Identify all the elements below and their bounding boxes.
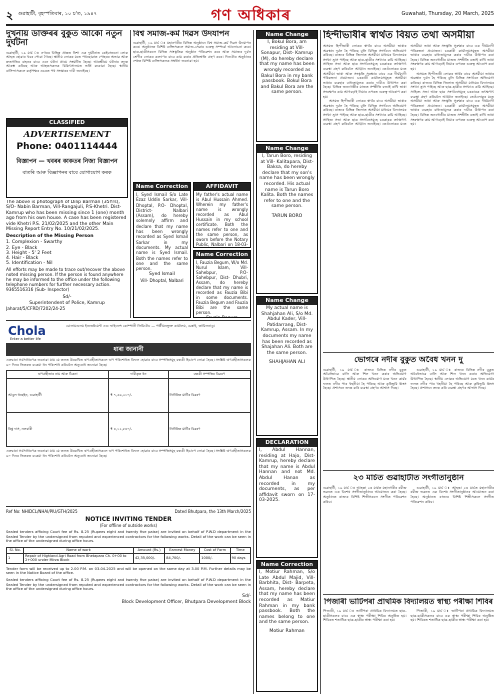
missing-desc-2: 2. Eye - Black bbox=[6, 245, 38, 251]
table-row: 1 Repair of Highland Agri Road from Bhetapara Ch. 0+00 to 2+000 under Mirza Block 42,35,000/- 84,700/- 1000/- 90 days bbox=[7, 553, 251, 563]
col4-article-2: ভোগৰে নদীৰ বুকুত অবৈধ খনন দু গুৱাহাটী, ১৯ মাৰ্চ ঃ ৰাজ্যৰ বিভিন্ন নদীৰ বুকুত অবৈধভাৱে বালি আৰু শিল খনন কৰাৰ অভিযোগ উত্থাপিত হৈছে। স্থানীয় লোকৰ অভিযোগ মতে খনন কাৰ্যৰ ফলত নদীৰ পাৰ খহনীয়া হৈ পৰিছে আৰু কৃষিভূমি ধ্বংস হৈছে। প্ৰশাসনে তদন্ত কৰি ব্যৱস্থা গ্ৰহণৰ আশ্বাস দিছে। গুৱাহাটী, ১৯ মাৰ্চ ঃ ৰাজ্যৰ বিভিন্ন নদীৰ বুকুত অবৈধভাৱে বালি আৰু শিল খনন কৰাৰ অভিযোগ উত্থাপিত হৈছে। স্থানীয় লোকৰ অভিযোগ মতে খনন কাৰ্যৰ ফলত নদীৰ পাৰ খহনীয়া হৈ পৰিছে আৰু কৃষিভূমি ধ্বংস হৈছে। প্ৰশাসনে তদন্ত কৰি ব্যৱস্থা গ্ৰহণৰ আশ্বাস দিছে। bbox=[323, 356, 494, 391]
newspaper-page bbox=[6, 4, 494, 696]
chola-tagline: Enter a better life bbox=[10, 337, 41, 341]
table-row: আবুল হুছেইন, গুৱাহাটী ₹ ৭,৫৬,২১০/- নিৰ্ধাৰিত মাটিৰ বিৱৰণ bbox=[7, 379, 251, 413]
col4-body-4: পিজাৰী, ১৯ মাৰ্চ ঃ ভাটিপৰা প্ৰাথমিক বিদ্যালয়ত ছাত্ৰ-ছাত্ৰীসকলৰ বাবে এক স্বাস্থ্য পৰীক্ষা শিবিৰ অনুষ্ঠিত হয়। শিবিৰত শতাধিক ছাত্ৰ-ছাত্ৰীৰ স্বাস্থ্য পৰীক্ষা কৰা হয়। bbox=[323, 609, 407, 623]
notice-th-2: দাবীকৃত ধন bbox=[109, 371, 168, 379]
nc-sign-addr: Vill- Dhoptal, Nalbari bbox=[140, 278, 184, 284]
col4-headline-4: পিজাৰী ভাটিপৰা প্ৰাথমিক বিদ্যালয়ত স্বাস্থ্য পৰীক্ষা শিবিৰ bbox=[324, 598, 493, 606]
name-change-box-2 bbox=[256, 144, 318, 294]
col1-article-body: গুৱাহাটী, ১৯ মাৰ্চ ঃ নগৰৰ বিভিন্ন প্ৰান্তত নিশা এক দুৰ্ঘটনাত কেইবাজনো লোক আহত হোৱাৰ খবৰ পোৱা গৈছে। স্থানীয় লোকৰ মতে পথছোৱাত পোহৰৰ অভাৱ আৰু দ্ৰুতগতিৰ বাহনৰ বাবে এনে ঘটনা প্ৰায়ে সংঘটিত হৈছে। আৰক্ষীয়ে ঘটনাৰ তদন্ত আৰম্ভ কৰিছে আৰু আহতসকলক চিকিৎসালয়ত ভৰ্তি কৰোৱা হৈছে। স্থানীয় বাসিন্দাসকলে কৰ্তৃপক্ষৰ ওচৰত পথ সংস্কাৰৰ দাবী জনাইছে। bbox=[6, 50, 128, 74]
missing-appeal: All efforts may be made to trace out/recover the above noted missing person. If the person is found anywhere he may be informed to the office under the following telephone numbers for further necessary action. 9365516316 (Sub- Inspector) bbox=[6, 268, 125, 294]
col4-lead-article bbox=[323, 30, 494, 350]
notice-body-repeat: এতদ্বাৰা সৰ্বসাধাৰণক জনোৱা যায় যে তলত উল্লেখিত ঋণগ্ৰহীতাসকলে ঋণ পৰিশোধত বিফল হোৱাৰ বাবে সম্পত্তিসমূহ বন্ধকী হিচাপে লোৱা হৈছে। সংশ্লিষ্ট ঋণগ্ৰহীতাসকলক ৬০ দিনৰ ভিতৰত বকেয়া ধন পৰিশোধ কৰিবলৈ অনুৰোধ জনোৱা হৈছে। bbox=[6, 449, 251, 458]
col2-right-notices bbox=[193, 182, 251, 318]
missing-sign-role: Superintendent of Police, Kamrup bbox=[29, 301, 105, 307]
nc-sign-name: Syed Ismail bbox=[149, 272, 175, 278]
tender-ref: Ref No: NHIDCL/NHAI/PIU/GTH/2025 bbox=[6, 509, 78, 514]
box3-sign: SHAHJAHAN ALI bbox=[269, 360, 305, 366]
tender-title: NOTICE INVITING TENDER bbox=[85, 516, 172, 523]
chola-banner bbox=[6, 320, 251, 342]
jahrat-ref: Jaharat/5/CFRD/7202/24-25 bbox=[6, 307, 66, 313]
nc-title: Name Correction bbox=[135, 184, 189, 190]
name-correction-box-2 bbox=[193, 250, 251, 318]
missing-desc-3: 3. Height - 5' 2 Feet bbox=[6, 250, 52, 256]
missing-desc-5: 5. Identification - Nil bbox=[6, 261, 53, 267]
notice-th-3: বন্ধকী সম্পত্তিৰ বিৱৰণ bbox=[168, 371, 250, 379]
name-change-box-3 bbox=[256, 296, 318, 436]
box3-title: Name Change bbox=[257, 297, 317, 305]
col2-headline: বিশ্ব সমাজ-কৰ্ম দিৱস উদযাপন bbox=[133, 30, 230, 38]
tender-col-sl: Sl. No. bbox=[7, 547, 24, 553]
tender-col-earnest: Earnest Money bbox=[165, 547, 200, 553]
box1-body: I, Bokul Bora, am residing at Vill- Sonapur, Dist- Kamrup (M), do hereby declare that my name has been wrongly recorded as Bakul Bora in my bank passbook. Bokul Bora and Bakul Bora are the same person. bbox=[259, 40, 315, 96]
tender-col-amount: Amount (Rs.) bbox=[133, 547, 164, 553]
chola-text: চোলামণ্ডলম ইনভেষ্টমেণ্ট এণ্ড ফাইনেন্স কোম্পানী লিমিটেড — পঞ্জীয়নভুক্ত কাৰ্যালয়, চেন্নাই, তামিলনাডু। bbox=[66, 324, 216, 328]
box2-title: Name Change bbox=[257, 145, 317, 153]
col4-article-body: অসমত হিন্দীভাষী লোকৰ স্বাৰ্থৰ বাবে অসমীয়া ভাষাৰ অৱস্থান দুৰ্বল হৈ পৰিছে বুলি বিভিন্ন সংগঠনে অভিযোগ কৰিছে। ৰাজ্যৰ বিভিন্ন জিলাত অসমীয়া মাধ্যমৰ বিদ্যালয়ৰ সংখ্যা হ্ৰাস পাইছে আৰু ছাত্ৰ-ছাত্ৰীৰ সংখ্যাও কমি আহিছে। সাহিত্য সভা আৰু ছাত্ৰ সংগঠনসমূহে চৰকাৰক তৎক্ষণাৎ ব্যৱস্থা গ্ৰহণ কৰিবলৈ আহ্বান জনাইছে। তেওঁলোকৰ মতে অসমীয়া ভাষা আৰু সংস্কৃতি সুৰক্ষাৰ বাবে এক দীৰ্ঘম্যাদী পৰিকল্পনা প্ৰয়োজন। চৰকাৰী কাৰ্যালয়সমূহত অসমীয়া ভাষাৰ ব্যৱহাৰ বাধ্যতামূলক কৰাৰ দাবীও উত্থাপন কৰা হৈছে। বিভিন্ন জনগোষ্ঠীৰ মাজত সম্প্ৰীতি বজাই ৰাখি ভাষা সংৰক্ষণৰ কাম আগবঢ়াই নিয়াৰ ওপৰত গুৰুত্ব আৰোপ কৰা হয়। অসমত হিন্দীভাষী লোকৰ স্বাৰ্থৰ বাবে অসমীয়া ভাষাৰ অৱস্থান দুৰ্বল হৈ পৰিছে বুলি বিভিন্ন সংগঠনে অভিযোগ কৰিছে। ৰাজ্যৰ বিভিন্ন জিলাত অসমীয়া মাধ্যমৰ বিদ্যালয়ৰ সংখ্যা হ্ৰাস পাইছে আৰু ছাত্ৰ-ছাত্ৰীৰ সংখ্যাও কমি আহিছে। সাহিত্য সভা আৰু ছাত্ৰ সংগঠনসমূহে চৰকাৰক তৎক্ষণাৎ ব্যৱস্থা গ্ৰহণ কৰিবলৈ আহ্বান জনাইছে। তেওঁলোকৰ মতে অসমীয়া ভাষা আৰু সংস্কৃতি সুৰক্ষাৰ বাবে এক দীৰ্ঘম্যাদী পৰিকল্পনা প্ৰয়োজন। চৰকাৰী কাৰ্যালয়সমূহত অসমীয়া ভাষাৰ ব্যৱহাৰ বাধ্যতামূলক কৰাৰ দাবীও উত্থাপন কৰা হৈছে। বিভিন্ন জনগোষ্ঠীৰ মাজত সম্প্ৰীতি বজাই ৰাখি ভাষা সংৰক্ষণৰ কাম আগবঢ়াই নিয়াৰ ওপৰত গুৰুত্ব আৰোপ কৰা হয়। অসমত হিন্দীভাষী লোকৰ স্বাৰ্থৰ বাবে অসমীয়া ভাষাৰ অৱস্থান দুৰ্বল হৈ পৰিছে বুলি বিভিন্ন সংগঠনে অভিযোগ কৰিছে। ৰাজ্যৰ বিভিন্ন জিলাত অসমীয়া মাধ্যমৰ বিদ্যালয়ৰ সংখ্যা হ্ৰাস পাইছে আৰু ছাত্ৰ-ছাত্ৰীৰ সংখ্যাও কমি আহিছে। সাহিত্য সভা আৰু ছাত্ৰ সংগঠনসমূহে চৰকাৰক তৎক্ষণাৎ ব্যৱস্থা গ্ৰহণ কৰিবলৈ আহ্বান জনাইছে। তেওঁলোকৰ মতে অসমীয়া ভাষা আৰু সংস্কৃতি সুৰক্ষাৰ বাবে এক দীৰ্ঘম্যাদী পৰিকল্পনা প্ৰয়োজন। চৰকাৰী কাৰ্যালয়সমূহত অসমীয়া ভাষাৰ ব্যৱহাৰ বাধ্যতামূলক কৰাৰ দাবীও উত্থাপন কৰা হৈছে। বিভিন্ন জনগোষ্ঠীৰ মাজত সম্প্ৰীতি বজাই ৰাখি ভাষা সংৰক্ষণৰ কাম আগবঢ়াই নিয়াৰ ওপৰত গুৰুত্ব আৰোপ কৰা হয়। bbox=[323, 44, 494, 127]
missing-desc-4: 4. Hair - Black bbox=[6, 256, 39, 262]
name-change-box-1 bbox=[256, 30, 318, 142]
col1-headline: দুখনীয় ডাক্তৰৰ বুকুত আকৌ নতুন দুৰ্ঘটনা bbox=[6, 30, 123, 49]
col4-headline-3: ২৩ মাৰ্চত গুৱাহাটীত সংগীতানুষ্ঠান bbox=[353, 474, 464, 482]
name-correction-box-3 bbox=[256, 560, 318, 692]
box2-sign: TARUN BORO bbox=[271, 213, 303, 219]
decl-title: DECLARATION bbox=[257, 439, 317, 447]
ad-phone: Phone: 0401114444 bbox=[16, 142, 118, 152]
advertisement-title: ADVERTISEMENT bbox=[23, 130, 111, 140]
col2-article-body: গুৱাহাটী, ১৯ মাৰ্চ ঃ মহানগৰীৰ বিভিন্ন অনুষ্ঠানে বিশ্ব সমাজ-কৰ্ম দিৱস উদযাপন কৰে। অনুষ্ঠানত বিশিষ্ট ব্যক্তিসকলে সমাজ-সেৱাৰ গুৰুত্ব সম্পৰ্কে আলোচনা কৰে। ছাত্ৰ-ছাত্ৰীসকলে বিভিন্ন সাংস্কৃতিক অনুষ্ঠান পৰিৱেশন কৰে আৰু সমাজৰ দুৰ্বল শ্ৰেণীৰ লোকৰ কল্যাণৰ বাবে কাম কৰাৰ প্ৰতিশ্ৰুতি গ্ৰহণ কৰে। দিনটোৰ অনুষ্ঠানৰ শেষত বিশিষ্ট ব্যক্তিসকলক সম্বৰ্ধনা জনোৱা হয়। bbox=[133, 40, 251, 64]
tender-col-time: Time bbox=[230, 547, 250, 553]
tender-foot: Tender form will be received up to 2.00 P.M. on 03-04-2025 and will be opened on the same day at 3.00 P.M. Further details may be seen in the Notice Board of the office. bbox=[6, 566, 251, 576]
box2-body: I, Tarun Boro, residing at Vill- Kalitapara, Dist- Baksa, do hereby declare that my son's name has been wrongly recorded. His actual name is Tarun Boro Kalita. Both the names refer to one and the same person. bbox=[259, 154, 315, 210]
declaration-box bbox=[256, 438, 318, 558]
missing-intro: The above is photograph of Dilip Barman (35Yrs), S/O- Nabin Barman, Vill-Rangajuli, P.S-Khetri. Dist- Kamrup who has been missing since 1 (one) month ago from his own house. A case has been registered vide Khetri P.S. 21/02/2025 and the other Main Missing Report Entry No. 10/21/02/2025. bbox=[6, 200, 127, 233]
col1-news-article bbox=[6, 30, 128, 116]
masthead: গণ অধিকাৰ bbox=[210, 6, 292, 24]
notice-table bbox=[6, 370, 251, 447]
page-header bbox=[6, 4, 494, 26]
col4-article-3: ২৩ মাৰ্চত গুৱাহাটীত সংগীতানুষ্ঠান গুৱাহাটী, ১৯ মাৰ্চ ঃ আহন্তা ২৩ মাৰ্চত মহানগৰীৰ ৰবীন্দ্ৰ ভৱনত এক বিশেষ সংগীতানুষ্ঠানৰ আয়োজন কৰা হৈছে। অনুষ্ঠানত ৰাজ্যৰ বিশিষ্ট শিল্পীসকলে সংগীত পৰিৱেশন কৰিব। গুৱাহাটী, ১৯ মাৰ্চ ঃ আহন্তা ২৩ মাৰ্চত মহানগৰীৰ ৰবীন্দ্ৰ ভৱনত এক বিশেষ সংগীতানুষ্ঠানৰ আয়োজন কৰা হৈছে। অনুষ্ঠানত ৰাজ্যৰ বিশিষ্ট শিল্পীসকলে সংগীত পৰিৱেশন কৰিব। bbox=[323, 474, 494, 504]
affidavit-box bbox=[193, 182, 251, 248]
missing-sign: Sd/- bbox=[62, 295, 72, 301]
box3-body: My actual name is Shahjahan Ali, S/o Md. Abdul Kader, Vill- Patidarrang, Dist- Kamrup, Assam. In my documents my name has been recorded as Shajahan Ali. Both are the same person. bbox=[261, 306, 313, 356]
nc3-title: Name Correction bbox=[257, 561, 317, 569]
tender-notice bbox=[6, 506, 251, 694]
affidavit-body: My father's actual name is Abul Hussain Ahmed. Wherein my father's name is wrongly recorded as Abul Hussain in my school certificate. Both the names refer to one and the same person, as sworn before the Notary Public, Nalbari on 18-03- bbox=[196, 192, 248, 247]
classified-ad-box bbox=[6, 118, 128, 198]
col4-headline: হিন্দীভাষীৰ স্বাৰ্থত বিয়ত তথা অসমীয়া bbox=[323, 30, 475, 41]
chola-logo: Chola bbox=[8, 324, 46, 338]
tender-body-repeat: Sealed tenders affixing Court fee of Rs. 8.25 (Rupees eight and twenty five paise) are invited on behalf of P.W.D department in the Sealed Tender by the undersigned from reputed and experienced contractors for the following works. Detail of the work can be seen in the office of the undersigned during office hours. bbox=[6, 577, 251, 592]
tender-col-cost: Cost of Form bbox=[200, 547, 230, 553]
ad-contact-line: বিজ্ঞাপন — খবৰৰ কাকতৰ নিজা বিজ্ঞাপন bbox=[16, 158, 118, 165]
name-correction-box-1 bbox=[133, 182, 191, 318]
col4-body-2: গুৱাহাটী, ১৯ মাৰ্চ ঃ ৰাজ্যৰ বিভিন্ন নদীৰ বুকুত অবৈধভাৱে বালি আৰু শিল খনন কৰাৰ অভিযোগ উত্থাপিত হৈছে। স্থানীয় লোকৰ অভিযোগ মতে খনন কাৰ্যৰ ফলত নদীৰ পাৰ খহনীয়া হৈ পৰিছে আৰু কৃষিভূমি ধ্বংস হৈছে। প্ৰশাসনে তদন্ত কৰি ব্যৱস্থা গ্ৰহণৰ আশ্বাস দিছে। bbox=[323, 367, 407, 391]
nc3-body: I, Motiur Rahman, S/o Late Abdul Majid, Vill- Barbhita, Dist- Barpeta, Assam, hereby declare that my name has been recorded as Matiur Rahman in my bank passbook. Both the names belong to one and the same person. bbox=[259, 570, 315, 626]
missing-desc-1: 1. Complexion - Swarthy bbox=[6, 240, 63, 246]
nc-body: I, Syed Ismail S/o Late Ezaz Uddin Sarkar, Vill- Dhoptal, P.O- Dhoptal, District- Nalbari (Assam), do hereby solemnly affirm and declare that my name has been wrongly recorded as Syed Ismail Sarkar in my documents. My actual name is Syed Ismail. Both the names refer to one and the same person. bbox=[136, 192, 188, 272]
missing-desc-title: Description of the Missing Person bbox=[6, 234, 94, 240]
classified-label: CLASSIFIED bbox=[7, 119, 127, 127]
col4-article-4: পিজাৰী ভাটিপৰা প্ৰাথমিক বিদ্যালয়ত স্বাস্থ্য পৰীক্ষা শিবিৰ পিজাৰী, ১৯ মাৰ্চ ঃ ভাটিপৰা প্ৰাথমিক বিদ্যালয়ত ছাত্ৰ-ছাত্ৰীসকলৰ বাবে এক স্বাস্থ্য পৰীক্ষা শিবিৰ অনুষ্ঠিত হয়। শিবিৰত শতাধিক ছাত্ৰ-ছাত্ৰীৰ স্বাস্থ্য পৰীক্ষা কৰা হয়। পিজাৰী, ১৯ মাৰ্চ ঃ ভাটিপৰা প্ৰাথমিক বিদ্যালয়ত ছাত্ৰ-ছাত্ৰীসকলৰ বাবে এক স্বাস্থ্য পৰীক্ষা শিবিৰ অনুষ্ঠিত হয়। শিবিৰত শতাধিক ছাত্ৰ-ছাত্ৰীৰ স্বাস্থ্য পৰীক্ষা কৰা হয়। bbox=[323, 598, 494, 623]
tender-col-work: Name of work bbox=[24, 547, 134, 553]
col3-notices bbox=[256, 30, 318, 694]
missing-person-notice bbox=[6, 200, 128, 318]
nc2-title: Name Correction bbox=[195, 252, 249, 258]
box1-title: Name Change bbox=[257, 31, 317, 39]
col4-headline-2: ভোগৰে নদীৰ বুকুত অবৈধ খনন দু bbox=[354, 356, 463, 364]
notice-th-1: ঋণগ্ৰহীতাৰ নাম আৰু ঠিকনা bbox=[7, 371, 109, 379]
tender-table bbox=[6, 547, 251, 564]
possession-notice bbox=[6, 343, 251, 503]
tender-date: Dated Bhutpara, the 13th March/2025 bbox=[174, 509, 251, 514]
col2-news-article bbox=[133, 30, 251, 180]
nc3-sign: Motiur Rahman bbox=[269, 628, 305, 634]
affidavit-title: AFFIDAVIT bbox=[194, 183, 250, 191]
tender-sign: Sd/- bbox=[242, 593, 251, 599]
tender-sign-role: Block Development Officer, Bhutpara Development Block bbox=[121, 599, 251, 605]
notice-body: এতদ্বাৰা সৰ্বসাধাৰণক জনোৱা যায় যে তলত উল্লেখিত ঋণগ্ৰহীতাসকলে ঋণ পৰিশোধত বিফল হোৱাৰ বাবে সম্পত্তিসমূহ বন্ধকী হিচাপে লোৱা হৈছে। সংশ্লিষ্ট ঋণগ্ৰহীতাসকলক ৬০ দিনৰ ভিতৰত বকেয়া ধন পৰিশোধ কৰিবলৈ অনুৰোধ জনোৱা হৈছে। bbox=[6, 358, 251, 367]
col4-body-3: গুৱাহাটী, ১৯ মাৰ্চ ঃ আহন্তা ২৩ মাৰ্চত মহানগৰীৰ ৰবীন্দ্ৰ ভৱনত এক বিশেষ সংগীতানুষ্ঠানৰ আয়োজন কৰা হৈছে। অনুষ্ঠানত ৰাজ্যৰ বিশিষ্ট শিল্পীসকলে সংগীত পৰিৱেশন কৰিব। bbox=[323, 485, 407, 504]
nc2-body: I, Fauzia Begum, W/o Md. Nurul Islam, Vill- Sahebpur, P.O- Sahebpur, Dist- Dhubri, Assam, do hereby declare that my name is recorded as Fauzia Bibi in some documents. Fauzia Begum and Fauzia Bibi are the same person. bbox=[196, 260, 248, 315]
tender-subtitle: (For offline of outside works) bbox=[99, 523, 158, 528]
tender-body: Sealed tenders affixing Court fee of Rs. 8.25 (Rupees eight and twenty five paise) are invited on behalf of P.W.D department in the Sealed Tender by the undersigned from reputed and experienced contractors for the following works. Detail of the work can be seen in the office of the undersigned during office hours. bbox=[6, 530, 251, 544]
nc2-sign bbox=[194, 316, 250, 318]
table-row: ৰিঙ্কু দাস, নলবাৰী ₹ ৪,১২,৮৪০/- নিৰ্ধাৰিত মাটিৰ বিৱৰণ bbox=[7, 413, 251, 447]
decl-body: I, Abdul Hannan, residing at Hajo, Dist- Kamrup, hereby declare that my name is Abdul Hannan and not Md. Abdul Hanan as recorded in my documents, as per affidavit sworn on 17-03-2025. bbox=[259, 448, 315, 504]
header-date-left: গুৱাহাটী, বৃহস্পতিবাৰ, ১০ চ'ত, ১৯৪৭ bbox=[18, 11, 97, 17]
notice-title: ধাৰা জানানী bbox=[6, 343, 251, 356]
ad-sub-line: বাতৰি আৰু বিজ্ঞাপনৰ বাবে যোগাযোগ কৰক bbox=[22, 170, 112, 176]
page-number: ২ bbox=[6, 9, 14, 22]
header-date-right: Guwahati, Thursday, 20 March, 2025 bbox=[401, 11, 494, 17]
